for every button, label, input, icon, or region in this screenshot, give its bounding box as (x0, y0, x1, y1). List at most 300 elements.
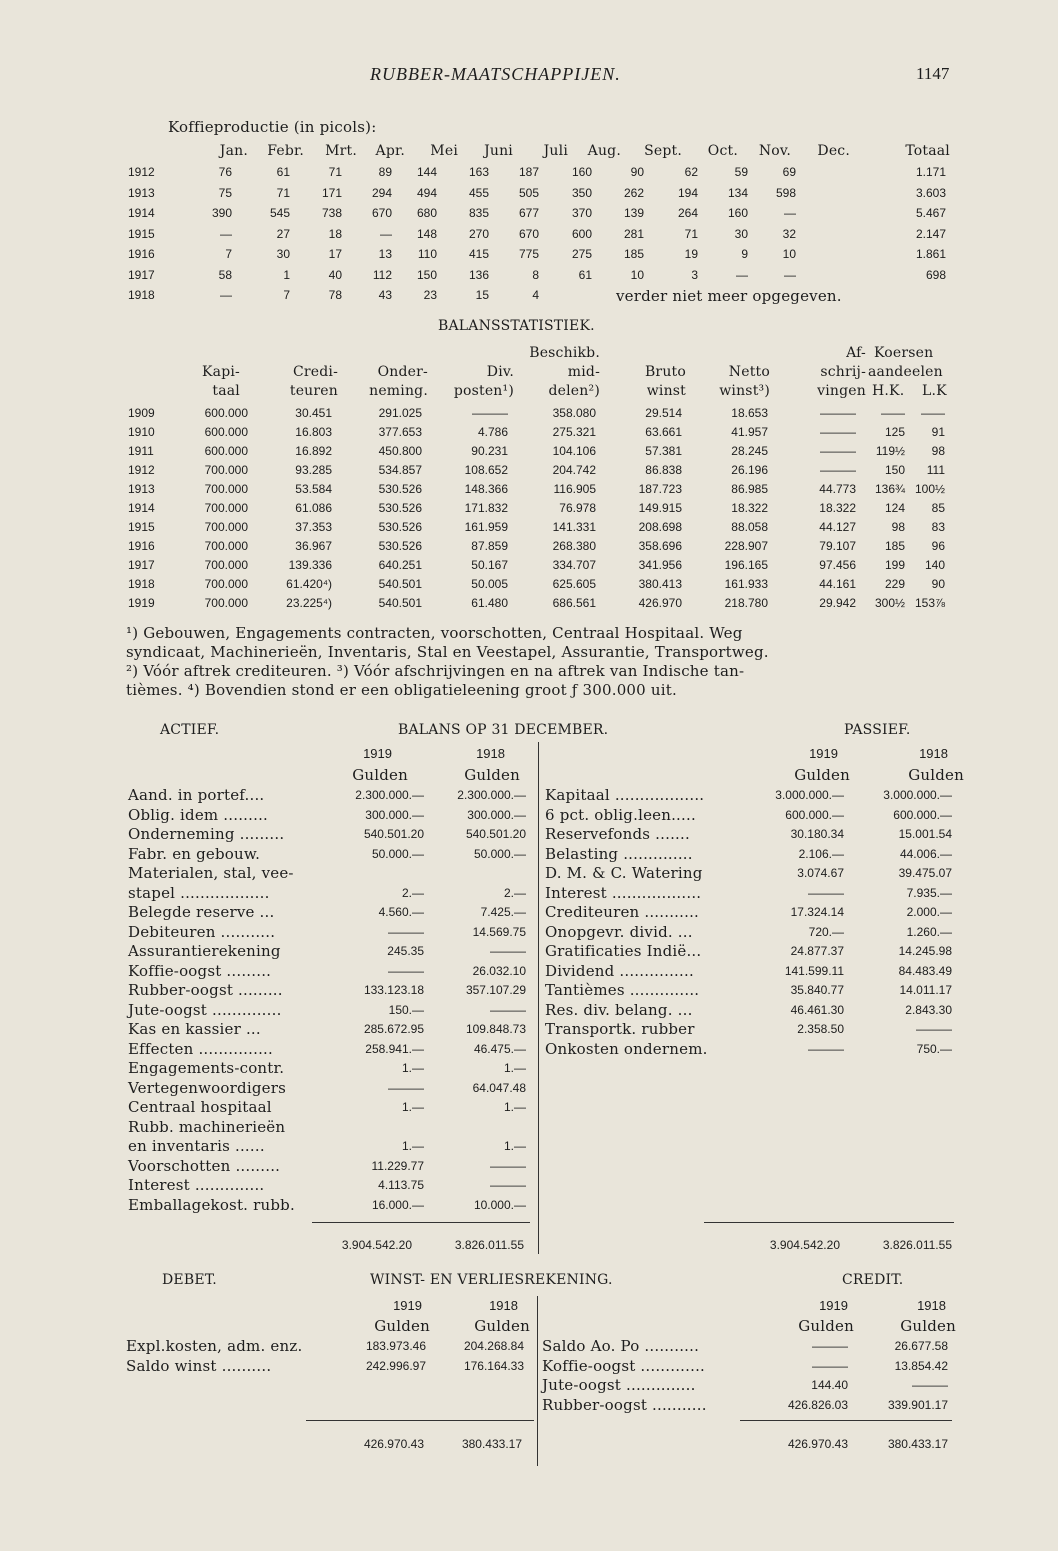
winst-unit: Gulden (474, 1317, 530, 1335)
winst-divider (537, 1296, 538, 1466)
bstat-value: 76.978 (559, 501, 596, 515)
passief-value-1918: 14.245.98 (898, 944, 952, 958)
coffee-value: 10 (782, 247, 796, 261)
actief-value-1919: 133.123.18 (363, 983, 424, 997)
coffee-year: 1913 (128, 185, 155, 200)
coffee-value: 61 (578, 267, 592, 282)
actief-item-label: Emballagekost. rubb. (128, 1195, 295, 1214)
bstat-value: 530.526 (378, 520, 422, 534)
debet-title: DEBET. (162, 1272, 217, 1288)
passief-value-1919: 35.840.77 (790, 983, 844, 997)
actief-item-label: Belegde reserve ... (128, 903, 275, 921)
actief-item-label: Assurantierekening (128, 942, 281, 960)
credit-value-1918: 26.677.58 (894, 1339, 948, 1353)
actief-value-1918: 1.— (503, 1061, 526, 1075)
bstat-value: 41.957 (731, 425, 768, 439)
actief-value-1919: 4.560.— (378, 905, 424, 919)
actief-value-1918: 26.032.10 (472, 963, 526, 978)
passief-value-1919: 720.— (808, 924, 844, 939)
bstat-value: 53.584 (295, 482, 332, 496)
actief-value-1918: 50.000.— (473, 846, 526, 861)
coffee-value: 390 (211, 206, 232, 220)
actief-item-label: Interest .............. (128, 1176, 265, 1194)
coffee-note: verder niet meer opgegeven. (616, 287, 842, 305)
bstat-header: Div. (486, 364, 514, 380)
bstat-header: vingen (817, 383, 866, 399)
actief-item-label: Onderneming ......... (128, 825, 285, 843)
passief-value-1919: 46.461.30 (790, 1002, 844, 1017)
coffee-value: 71 (328, 165, 342, 179)
actief-value-1919: 50.000.— (371, 846, 424, 861)
bstat-header: Netto (728, 364, 770, 380)
actief-item-label: Rubber-oogst ......... (128, 981, 283, 999)
actief-value-1919: 4.113.75 (378, 1178, 424, 1192)
coffee-value: 13 (378, 247, 392, 261)
coffee-value: 32 (782, 226, 796, 241)
actief-value-1919: 2.300.000.— (355, 788, 424, 802)
passief-item-label: Interest .................. (545, 883, 702, 902)
coffee-value: 3.603 (915, 185, 946, 200)
coffee-value: 76 (218, 165, 232, 179)
passief-value-1919: 17.324.14 (790, 905, 844, 919)
coffee-value: 43 (378, 288, 392, 302)
coffee-column-header: Mrt. (325, 143, 357, 159)
bstat-value: 50.005 (471, 577, 508, 591)
bstat-value: 30.451 (295, 406, 332, 420)
bstat-value: 275.321 (552, 425, 596, 439)
coffee-column-header: Juni (484, 143, 513, 159)
coffee-value: 194 (677, 185, 698, 200)
winst-unit: Gulden (900, 1317, 956, 1335)
bstat-value: 291.025 (378, 406, 422, 420)
footnote-line: ¹) Gebouwen, Engagements contracten, voorschotten, Centraal Hospitaal. Weg (126, 624, 743, 642)
coffee-value: 150 (416, 267, 437, 282)
bstat-value: 640.251 (378, 558, 422, 572)
actief-value-1919: 11.229.77 (371, 1158, 424, 1173)
bstat-value: 700.000 (204, 482, 248, 496)
bstat-header: neming. (369, 383, 428, 399)
credit-value-1919: 426.826.03 (787, 1397, 848, 1412)
coffee-year: 1915 (128, 226, 155, 241)
coffee-value: 670 (371, 206, 392, 220)
balans-title: BALANS OP 31 DECEMBER. (398, 722, 609, 738)
actief-value-1918: ——— (490, 1178, 526, 1192)
bstat-value: 530.526 (378, 482, 422, 496)
coffee-value: 160 (727, 206, 748, 220)
debet-value-1919: 242.996.97 (365, 1358, 426, 1373)
actief-item-label: en inventaris ...... (128, 1137, 265, 1155)
passief-total-1919: 3.904.542.20 (769, 1238, 840, 1252)
passief-value-1918: 2.843.30 (905, 1002, 952, 1017)
actief-item-label: Effecten ............... (128, 1039, 273, 1058)
bstat-koersen-header: L.K (922, 383, 947, 399)
bstat-value: 148.366 (464, 482, 508, 496)
coffee-value: 494 (416, 185, 437, 200)
bstat-koersen-header: H.K. (872, 383, 905, 399)
bstat-value: 104.106 (552, 444, 596, 458)
footnote-line: syndicaat, Machinerieën, Inventaris, Stal en Veestapel, Assurantie, Transportweg. (126, 643, 769, 661)
bstat-value: 108.652 (464, 463, 508, 477)
actief-value-1918: 109.848.73 (465, 1022, 526, 1036)
balans-total-rule-left (312, 1222, 530, 1223)
passief-item-label: Kapitaal .................. (545, 786, 705, 804)
coffee-value: 27 (276, 226, 290, 241)
bstat-value: 36.967 (295, 539, 332, 553)
actief-value-1918: ——— (490, 944, 526, 958)
coffee-value: 835 (468, 206, 489, 220)
bstat-value: 334.707 (552, 558, 596, 572)
bstat-value: 44.773 (819, 482, 856, 496)
passief-value-1918: 750.— (916, 1041, 952, 1056)
credit-value-1918: 339.901.17 (887, 1397, 948, 1412)
coffee-value: 1 (283, 267, 290, 282)
actief-value-1919: 16.000.— (371, 1197, 424, 1212)
bstat-value: 196.165 (724, 558, 768, 572)
coffee-value: 134 (727, 185, 748, 200)
passief-value-1919: 3.000.000.— (775, 788, 844, 802)
bstat-year: 1909 (128, 406, 155, 420)
coffee-value: 5.467 (915, 206, 946, 220)
actief-value-1919: 300.000.— (365, 807, 424, 822)
coffee-value: 3 (691, 267, 698, 282)
balans-unit: Gulden (352, 766, 408, 784)
balans-divider (538, 742, 539, 1254)
coffee-year: 1916 (128, 247, 155, 261)
credit-value-1918: ——— (912, 1378, 948, 1392)
bstat-value: ——— (820, 444, 856, 458)
bstat-value: 88.058 (731, 520, 768, 534)
actief-value-1918: 14.569.75 (472, 924, 526, 939)
coffee-value: 136 (468, 267, 489, 282)
bstat-value: 700.000 (204, 577, 248, 591)
actief-value-1919: 540.501.20 (363, 827, 424, 841)
coffee-value: 670 (518, 226, 539, 241)
bstat-value: 700.000 (204, 539, 248, 553)
actief-value-1918: 1.— (503, 1139, 526, 1153)
bstat-value: 625.605 (552, 577, 596, 591)
bstat-value: 228.907 (724, 539, 768, 553)
bstat-value: 44.161 (819, 577, 856, 591)
bstat-value: 218.780 (724, 596, 768, 610)
bstat-header: delen²) (548, 383, 600, 399)
coffee-value: 59 (734, 165, 748, 179)
coffee-value: 350 (571, 185, 592, 200)
bstat-value: 125 (884, 425, 905, 439)
bstat-value: 341.956 (638, 558, 682, 572)
coffee-value: 112 (372, 267, 392, 282)
coffee-value: 89 (378, 165, 392, 179)
bstat-header: posten¹) (453, 383, 514, 399)
coffee-value: 600 (571, 226, 592, 241)
actief-item-label: Debiteuren ........... (128, 922, 276, 941)
footnote-line: ²) Vóór aftrek crediteuren. ³) Vóór afschrijvingen en na aftrek van Indische tan- (126, 662, 745, 680)
coffee-value: 185 (623, 247, 644, 261)
debet-value-1918: 204.268.84 (463, 1339, 524, 1353)
actief-value-1919: ——— (388, 1080, 424, 1095)
bstat-header: Credi- (292, 364, 338, 380)
passief-item-label: D. M. & C. Watering (545, 864, 703, 882)
coffee-value: 19 (684, 247, 698, 261)
coffee-value: 62 (684, 165, 698, 179)
bstat-value: 540.501 (378, 596, 422, 610)
actief-value-1919: ——— (388, 963, 424, 978)
bstat-value: 50.167 (471, 558, 508, 572)
bstat-value: 28.245 (731, 444, 768, 458)
passief-value-1918: 600.000.— (893, 807, 952, 822)
passief-item-label: Transportk. rubber (545, 1020, 695, 1038)
passief-value-1919: 2.358.50 (797, 1022, 844, 1036)
winst-total-rule-left (306, 1420, 534, 1421)
actief-value-1919: ——— (388, 924, 424, 939)
balans-unit: Gulden (794, 766, 850, 784)
passief-value-1918: 15.001.54 (898, 827, 952, 841)
bstat-value: 91 (931, 425, 945, 439)
credit-item-label: Saldo Ao. Po ........... (542, 1337, 700, 1355)
coffee-value: 505 (518, 185, 539, 200)
actief-item-label: Kas en kassier ... (128, 1020, 261, 1038)
actief-total-1918: 3.826.011.55 (454, 1238, 524, 1252)
coffee-column-header: Nov. (758, 143, 791, 159)
bstat-value: 141.331 (552, 520, 596, 534)
bstat-value: 700.000 (204, 463, 248, 477)
coffee-value: — (220, 226, 232, 241)
bstat-year: 1918 (128, 577, 155, 591)
coffee-value: 270 (468, 226, 489, 241)
coffee-value: 264 (677, 206, 698, 220)
actief-item-label: stapel .................. (128, 883, 270, 902)
coffee-value: 4 (532, 288, 539, 302)
bstat-value: 57.381 (645, 444, 682, 458)
bstat-value: 700.000 (204, 520, 248, 534)
bstat-year: 1919 (128, 596, 155, 610)
bstat-value: 100½ (914, 482, 945, 496)
coffee-column-header: Jan. (219, 143, 248, 159)
actief-title: ACTIEF. (160, 722, 220, 738)
bstat-value: ——— (472, 406, 508, 420)
coffee-value: 148 (416, 226, 437, 241)
bstat-year: 1913 (128, 482, 155, 496)
bstat-value: 150 (884, 463, 905, 477)
coffee-value: 7 (283, 288, 290, 302)
credit-value-1919: ——— (812, 1339, 848, 1353)
bstat-value: 61.420⁴) (286, 577, 332, 591)
bstat-value: 18.322 (819, 501, 856, 515)
coffee-value: 598 (775, 185, 796, 200)
bstat-value: ——— (820, 425, 856, 439)
passief-value-1919: 30.180.34 (790, 827, 844, 841)
coffee-value: 110 (417, 247, 437, 261)
credit-value-1919: ——— (812, 1358, 848, 1373)
actief-item-label: Materialen, stal, vee- (128, 864, 294, 882)
coffee-value: 40 (328, 267, 342, 282)
passief-value-1918: 3.000.000.— (883, 788, 952, 802)
passief-total-1918: 3.826.011.55 (882, 1238, 952, 1252)
coffee-value: 1.861 (915, 247, 946, 261)
bstat-value: 358.696 (638, 539, 682, 553)
credit-item-label: Jute-oogst .............. (542, 1376, 696, 1394)
winst-year: 1918 (489, 1298, 518, 1313)
bstat-value: 37.353 (295, 520, 332, 534)
actief-item-label: Engagements-contr. (128, 1059, 285, 1077)
bstat-value: 87.859 (471, 539, 508, 553)
actief-item-label: Oblig. idem ......... (128, 805, 269, 824)
credit-total-1918: 380.433.17 (887, 1437, 948, 1451)
bstat-value: 18.653 (731, 406, 768, 420)
coffee-value: 677 (518, 206, 539, 220)
coffee-value: 281 (623, 226, 644, 241)
coffee-value: — (220, 288, 232, 302)
debet-total-1918: 380.433.17 (461, 1437, 522, 1451)
coffee-year: 1914 (128, 206, 155, 220)
coffee-column-header: Sept. (644, 143, 682, 159)
page-header-title: RUBBER-MAATSCHAPPIJEN. (370, 64, 621, 84)
actief-item-label: Aand. in portef.... (128, 786, 265, 804)
bstat-value: 116.905 (553, 482, 596, 496)
bstat-value: 229 (884, 577, 905, 591)
coffee-column-header: Mei (430, 143, 458, 159)
balans-stat-title: BALANSSTATISTIEK. (438, 318, 595, 334)
coffee-value: 18 (328, 226, 342, 241)
bstat-value: 111 (926, 463, 945, 477)
coffee-column-header: Juli (543, 143, 568, 159)
bstat-value: 149.915 (638, 501, 682, 515)
bstat-value: 97.456 (819, 558, 856, 572)
balans-year: 1918 (919, 746, 948, 761)
actief-value-1918: 2.— (503, 885, 526, 900)
bstat-value: 185 (884, 539, 905, 553)
passief-value-1918: ——— (916, 1022, 952, 1036)
bstat-header: Af- (846, 345, 866, 361)
bstat-value: 29.514 (645, 406, 682, 420)
bstat-value: 29.942 (819, 596, 856, 610)
bstat-value: 124 (884, 501, 905, 515)
bstat-year: 1917 (128, 558, 155, 572)
bstat-header: schrij- (820, 364, 866, 380)
passief-value-1919: ——— (808, 1041, 844, 1056)
actief-value-1919: 2.— (401, 885, 424, 900)
winst-title: WINST- EN VERLIESREKENING. (370, 1272, 613, 1288)
bstat-value: 161.959 (464, 520, 508, 534)
bstat-value: 86.838 (645, 463, 682, 477)
balans-unit: Gulden (464, 766, 520, 784)
bstat-header: teuren (289, 383, 338, 399)
bstat-value: 18.322 (731, 501, 768, 515)
passief-item-label: Res. div. belang. ... (545, 1000, 693, 1019)
passief-item-label: Tantièmes .............. (545, 981, 700, 999)
coffee-value: — (736, 267, 748, 282)
coffee-title: Koffieproductie (in picols): (168, 118, 377, 136)
coffee-value: 455 (468, 185, 489, 200)
passief-value-1918: 84.483.49 (898, 963, 952, 978)
bstat-value: 83 (931, 520, 945, 534)
coffee-value: 275 (571, 247, 592, 261)
coffee-value: 698 (925, 267, 946, 282)
passief-item-label: Crediteuren ........... (545, 903, 700, 921)
bstat-value: 61.086 (295, 501, 332, 515)
coffee-value: 294 (371, 185, 392, 200)
passief-item-label: 6 pct. oblig.leen..... (545, 805, 696, 824)
actief-value-1918: 10.000.— (473, 1197, 526, 1212)
bstat-value: 90.231 (471, 444, 508, 458)
coffee-column-header: Totaal (905, 143, 950, 159)
coffee-value: 30 (734, 226, 748, 241)
actief-value-1918: 2.300.000.— (457, 788, 526, 802)
actief-total-1919: 3.904.542.20 (341, 1238, 412, 1252)
bstat-value: ——— (820, 406, 856, 420)
bstat-koersen-header: aandeelen (868, 364, 943, 380)
coffee-value: — (380, 226, 392, 241)
passief-item-label: Gratificaties Indië... (545, 942, 702, 960)
bstat-value: 450.800 (378, 444, 422, 458)
coffee-value: 90 (630, 165, 644, 179)
coffee-value: 7 (225, 247, 232, 261)
passief-value-1918: 7.935.— (906, 885, 952, 900)
bstat-value: 93.285 (295, 463, 332, 477)
coffee-value: 415 (468, 247, 489, 261)
bstat-value: 63.661 (645, 425, 682, 439)
bstat-value: 85 (931, 501, 945, 515)
coffee-year: 1912 (128, 165, 155, 179)
winst-total-rule-right (740, 1420, 952, 1421)
bstat-value: 4.786 (477, 425, 508, 439)
bstat-value: 199 (884, 558, 905, 572)
coffee-value: 163 (468, 165, 489, 179)
actief-item-label: Fabr. en gebouw. (128, 844, 261, 863)
bstat-value: 44.127 (819, 520, 856, 534)
coffee-column-header: Febr. (267, 143, 304, 159)
coffee-value: 160 (571, 165, 592, 179)
bstat-header: taal (212, 383, 240, 399)
coffee-value: 171 (321, 185, 342, 200)
bstat-header: Bruto (644, 364, 686, 380)
passief-value-1918: 1.260.— (906, 924, 952, 939)
actief-item-label: Vertegenwoordigers (128, 1078, 286, 1097)
balans-year: 1919 (363, 746, 392, 761)
coffee-value: 187 (518, 165, 539, 179)
bstat-year: 1910 (128, 425, 155, 439)
coffee-value: 23 (423, 288, 437, 302)
coffee-year: 1918 (128, 288, 155, 302)
bstat-value: 161.933 (724, 577, 768, 591)
coffee-value: 2.147 (915, 226, 946, 241)
coffee-value: 1.171 (915, 165, 946, 179)
coffee-value: 75 (218, 185, 232, 200)
passief-value-1918: 44.006.— (899, 846, 952, 861)
passief-value-1918: 14.011.17 (899, 983, 952, 997)
bstat-value: 96 (931, 539, 945, 553)
bstat-header: Beschikb. (529, 345, 600, 361)
actief-value-1919: 150.— (388, 1002, 424, 1017)
bstat-value: 140 (924, 558, 945, 572)
balans-year: 1919 (809, 746, 838, 761)
bstat-header: winst³) (719, 383, 770, 399)
bstat-header: winst (646, 383, 686, 399)
credit-title: CREDIT. (842, 1272, 904, 1288)
coffee-value: 17 (328, 247, 342, 261)
coffee-year: 1917 (128, 267, 155, 282)
actief-value-1919: 245.35 (387, 944, 424, 958)
bstat-value: 187.723 (638, 482, 682, 496)
bstat-value: 380.413 (638, 577, 682, 591)
winst-unit: Gulden (798, 1317, 854, 1335)
bstat-value: —— (921, 406, 945, 420)
debet-total-1919: 426.970.43 (363, 1437, 424, 1451)
bstat-value: 204.742 (552, 463, 596, 477)
balans-unit: Gulden (908, 766, 964, 784)
bstat-year: 1915 (128, 520, 155, 534)
bstat-year: 1911 (128, 444, 154, 458)
coffee-column-header: Oct. (707, 143, 738, 159)
